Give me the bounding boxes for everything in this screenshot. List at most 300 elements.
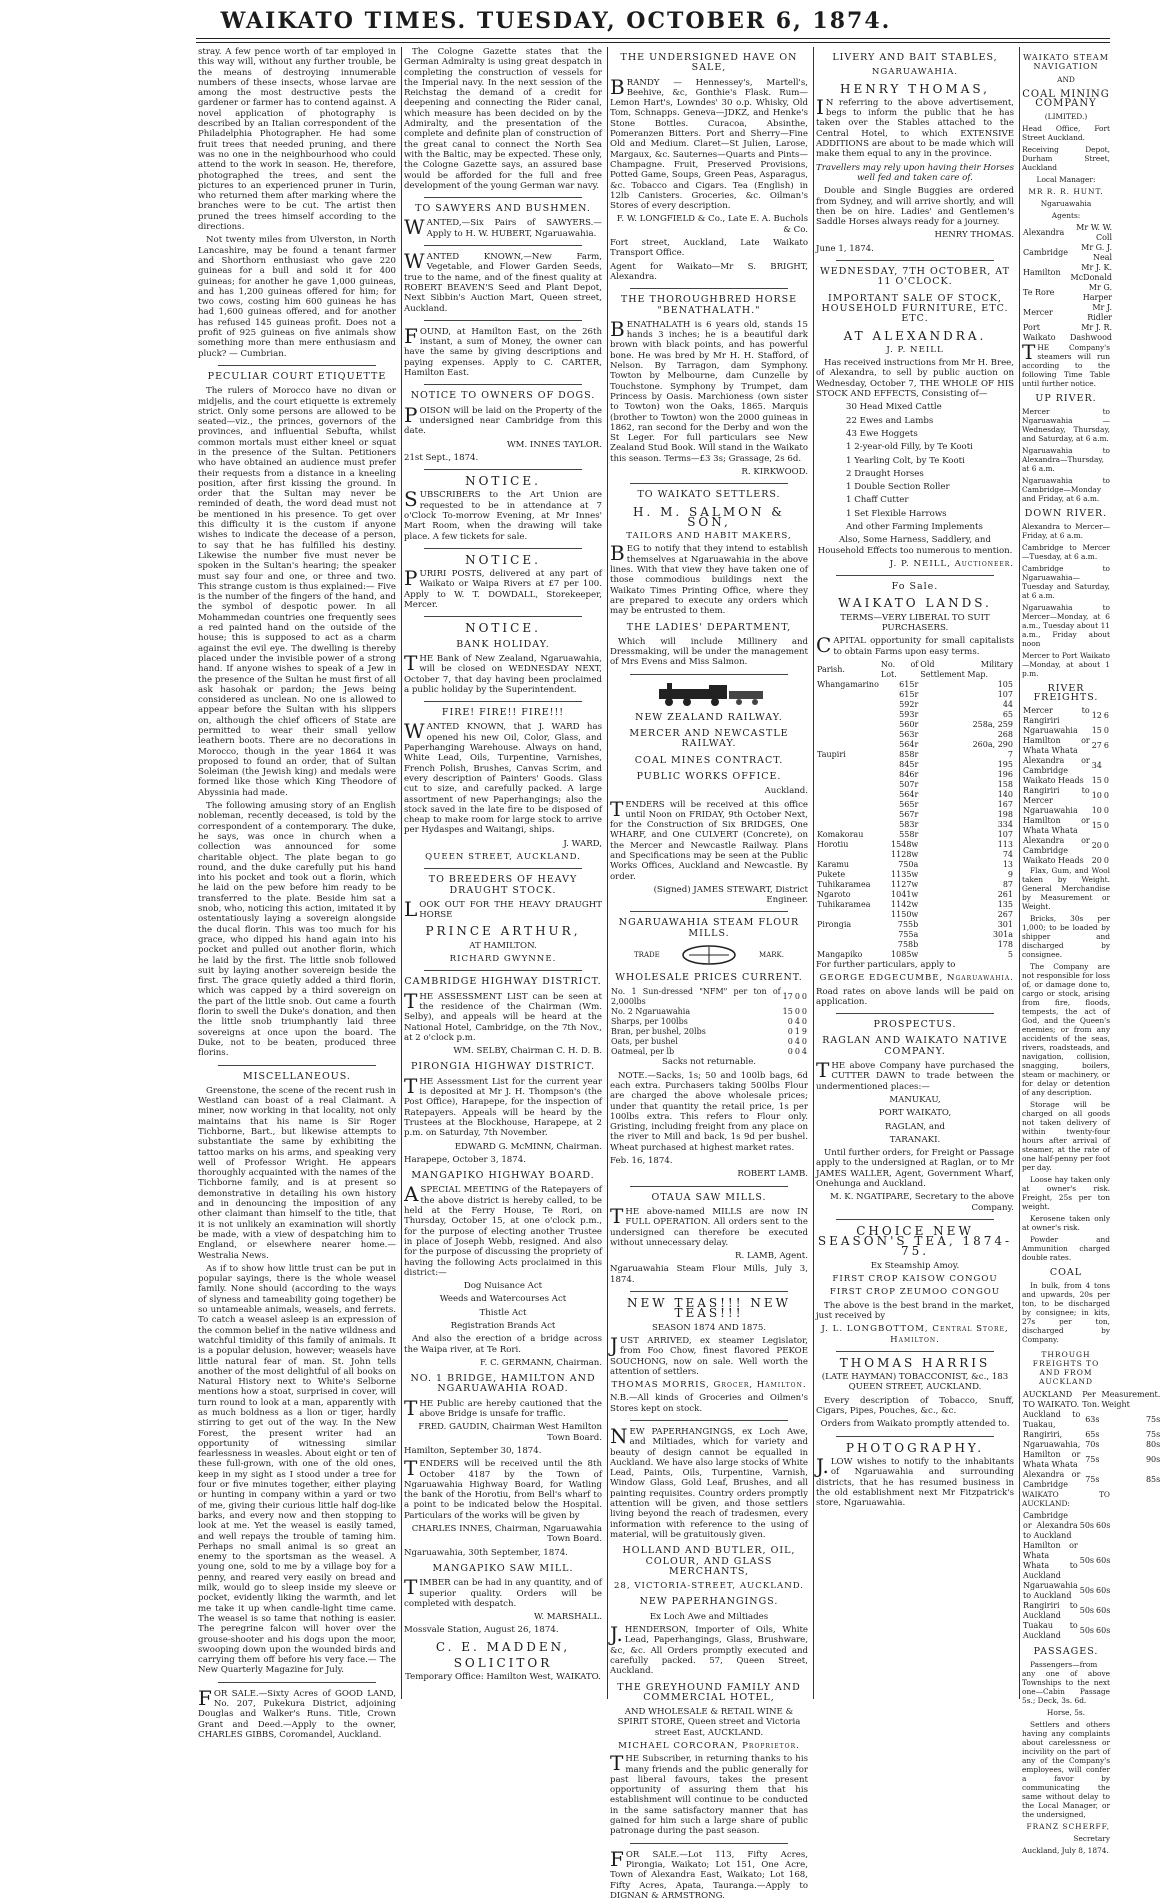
agent-row bbox=[1022, 283, 1113, 303]
land-row-cell bbox=[816, 810, 880, 820]
price-pounds: 17 bbox=[782, 992, 793, 1002]
ad-seeds: WANTED KNOWN,—New Farm, Vegetable, and Flower Garden Seeds, true to the name, and of the finest quality at ROBERT BEAVEN'S Seed and Plant Depot, Next Sibbin's Auction Mart, Queen street, Auckland. bbox=[404, 249, 602, 314]
land-row-cell: 140 bbox=[997, 789, 1013, 799]
ad-salmon: BEG to notify that they intend to establish themselves at Ngaruawahia in the above lines. With that view they have taken one of those commodious buildings next the Waikato Times Printing Office, where they are prepared to execute any orders which may be entrusted to them. bbox=[610, 541, 808, 617]
separator bbox=[836, 1219, 994, 1220]
land-row bbox=[816, 940, 1014, 950]
price-pence: 0 bbox=[801, 1037, 807, 1047]
freight-row-cell: 0 bbox=[1103, 841, 1109, 850]
land-row-cell: 1041w bbox=[891, 889, 919, 899]
signature: FRANZ SCHERFF, bbox=[1026, 1822, 1110, 1831]
freight-row-cell bbox=[1103, 756, 1110, 776]
separator bbox=[424, 320, 582, 321]
date-line: Hamilton, September 30, 1874. bbox=[404, 1445, 542, 1456]
ad-greyhound: THE Subscriber, in returning thanks to his many friends and the public generally for past liberal favours, takes the present opportunity of assuring them that his establishment will continue to be conducted in the same satisfactory manner that has gained for him such a large share of public patronage during the past season. bbox=[610, 1751, 808, 1837]
back-row bbox=[1022, 1541, 1111, 1581]
column-rule bbox=[607, 47, 608, 1699]
train-icon bbox=[649, 681, 769, 707]
freight-row bbox=[1022, 806, 1110, 816]
separator bbox=[218, 1682, 376, 1683]
liability-note: The Company are not responsible for loss of, or damage done to, cargo or stock, arising from fire, floods, tempests, the act of God, and the Queen's enemies; or from any accidents of the seas, rivers, roadsteads, and navigation, collision, snagging, boilers, steam or machinery, or for delay or detention of any description. bbox=[1022, 962, 1110, 1097]
separator bbox=[836, 260, 994, 261]
land-row-cell: 1150w bbox=[891, 909, 919, 919]
back-row-cell: 60s bbox=[1096, 1606, 1111, 1615]
land-row-cell: Karamu bbox=[817, 859, 850, 869]
agent-row bbox=[1022, 243, 1113, 263]
price-shillings: 4 bbox=[794, 1017, 800, 1027]
place-item: RAGLAN, and bbox=[884, 1121, 946, 1132]
stock-item: 2 Draught Horses bbox=[846, 468, 924, 479]
table-row bbox=[610, 1007, 808, 1017]
signature: F. C. GERMANN, Chairman. bbox=[479, 1357, 602, 1368]
land-row-cell: 564r bbox=[899, 739, 919, 749]
freight-row-cell: Ngaruawahia bbox=[1023, 726, 1078, 735]
ad-photography: J.LOW wishes to notify to the inhabitants of Ngaruawahia and surrounding districts, that he has resumed business in the old establishment next Mr Fitzpatrick's store, Ngaruawahia. bbox=[816, 1453, 1014, 1509]
horse-rate: Horse, 5s. bbox=[1046, 1708, 1086, 1717]
heading-mercer-railway: MERCER AND NEWCASTLE RAILWAY. bbox=[629, 728, 789, 750]
column-header-measure: Measurement. Weight bbox=[1101, 1390, 1161, 1409]
back-row-cell: Hamilton or Whata Whata to Auckland bbox=[1023, 1541, 1078, 1580]
back-row bbox=[1022, 1581, 1111, 1601]
separator bbox=[630, 1291, 788, 1292]
land-row-cell: 615r bbox=[899, 679, 919, 689]
land-row bbox=[816, 760, 1014, 770]
agent-row-cell: Port Waikato bbox=[1023, 323, 1056, 342]
land-row-cell: Pukete bbox=[817, 869, 846, 879]
freight-note: Flax, Gum, and Wool taken by Weight. General Merchandise by Measurement or Weight. bbox=[1022, 866, 1110, 911]
freight-row-cell: 15 bbox=[1091, 776, 1102, 785]
ad-railway-tenders: TENDERS will be received at this office until Noon on FRIDAY, 9th October Next, for the Construction of Six BRIDGES, One WHARF, and One CULVERT (Concrete), on the Mercer and Newcastle Railway. Plans and Specifications may be seen at the Public Works Offices, Auckland and Newcastle. By order. bbox=[610, 796, 808, 882]
heading-passages: PASSAGES. bbox=[1033, 1646, 1099, 1657]
separator bbox=[424, 197, 582, 198]
stock-item: 43 Ewe Hoggets bbox=[846, 428, 918, 439]
mark-label: MARK. bbox=[759, 950, 784, 959]
solicitor-name: C. E. MADDEN, bbox=[435, 1639, 571, 1654]
for-sale-label: Fo Sale. bbox=[891, 581, 939, 593]
land-row-cell: 9 bbox=[1007, 869, 1013, 879]
land-row bbox=[816, 790, 1014, 800]
address: QUEEN STREET, AUCKLAND. bbox=[425, 852, 581, 862]
ad-ladies: Which will include Millinery and Dressmaking, will be under the management of Mrs Evens and Miss Salmon. bbox=[610, 636, 808, 668]
column-header-parish: Parish. bbox=[817, 664, 845, 674]
land-row-cell: Tuhikaramea bbox=[817, 879, 871, 889]
ad-cambridge-highway: THE ASSESSMENT LIST can be seen at the residence of the Chairman (Wm. Selby), and appeals will be heard at the National Hotel, Cambridge, on the 7th Nov., at 2 o'clock p.m. bbox=[404, 988, 602, 1043]
address: Fort street, Auckland, Late Waikato Transport Office. bbox=[610, 238, 808, 259]
back-row bbox=[1022, 1601, 1111, 1621]
price-shillings: 0 bbox=[794, 1007, 800, 1017]
through-row-cell: Alexandra or Cambridge bbox=[1023, 1470, 1081, 1489]
freight-row bbox=[1022, 836, 1110, 856]
tea-crop: FIRST CROP KAISOW CONGOU bbox=[832, 1274, 998, 1285]
stock-item: 1 Yearling Colt, by Te Kooti bbox=[846, 455, 965, 466]
ad-tea: The above is the best brand in the market, just received by bbox=[816, 1300, 1014, 1321]
land-row-cell: 755b bbox=[897, 919, 919, 929]
ad-for-sale-lots: FOR SALE.—Lot 113, Fifty Acres, Pirongia, Waikato; Lot 151, One Acre, Town of Alexandra East, Waikato; Lot 168, Fifty Acres, Apata, Tauranga.—Apply to DIGNAN & ARMSTRONG. bbox=[610, 1846, 808, 1901]
at-alexandra: AT ALEXANDRA. bbox=[843, 328, 987, 343]
land-row-cell: 1142w bbox=[891, 899, 919, 909]
land-row-cell: 1128w bbox=[891, 849, 919, 859]
land-row-cell: 558r bbox=[899, 829, 919, 839]
land-row-cell bbox=[816, 910, 880, 920]
land-row bbox=[816, 780, 1014, 790]
agent-row-cell: Mercer bbox=[1023, 308, 1053, 317]
powder-note: Powder and Ammunition charged double rates. bbox=[1022, 1235, 1110, 1262]
separator bbox=[836, 1351, 994, 1352]
land-row-cell bbox=[816, 850, 880, 860]
signature: W. MARSHALL. bbox=[533, 1612, 602, 1623]
article-weasels: As if to show how little trust can be put in popular sayings, there is the whole weasel family. None should (according to the ways of slyness and tameability going together) be so untameable animals, weasels, and ferrets. To catch a weasel asleep is an expression of the common belief in the native wildness and watchful timidity of this family of animals. It is a popular delusion, however; weasels have little natural fear of man. St. John tells another of the most delightful of all books on Natural History next to White's Selborne mentions how a stoat, surprised in cover, will turn round to look at a man, apparently with as much boldness as a lion or tiger, hardly stirring to get out of the way. In the New Forest, the present writer had an opportunity of witnessing similar fearlessness in weasles. About eight or ten of these full-grown, with one of the old ones, keep in my sight as I stood under a tree for four or five minutes together, either playing or hunting in company within a yard or two of me, giving their curious little half dog-like barks, and every now and then stopping to look at me. Yet the weasel is easily tamed, and well repays the trouble of taming him. Perhaps no small animal is so great an enemy to the sportsman as the weasel. A young one, sold to me by a village boy for a penny, and reared very easily on bread and milk, would go to sleep inside my sleeve or pocket, evidently liking the warmth, and let me take it up when candle-light time came. The weasel is so tame that nothing is easier. The peregrine falcon will hover over the grouse-shooter and his dogs upon the moor, swooping down upon the wounded birds and carrying them off before his very face.— The New Quarterly Magazine for July. bbox=[198, 1263, 396, 1676]
land-row-cell: 178 bbox=[997, 939, 1013, 949]
land-row-cell: 615r bbox=[899, 689, 919, 699]
land-row-cell: 44 bbox=[1002, 699, 1013, 709]
location: AT HAMILTON. bbox=[469, 940, 537, 951]
land-row bbox=[816, 900, 1014, 910]
heading-notice: NOTICE. bbox=[465, 474, 541, 489]
also-note: Also, Some Harness, Saddlery, and Household Effects too numerous to mention. bbox=[817, 535, 1013, 556]
agent-row-cell: Mr J. Ridler bbox=[1087, 303, 1113, 322]
column-header-lot: No. of Lot. bbox=[880, 659, 919, 679]
date-line: Ngaruawahia Steam Flour Mills, July 3, 1874. bbox=[610, 1264, 808, 1285]
heading-settlers: TO WAIKATO SETTLERS. bbox=[637, 489, 781, 501]
land-row-cell: 845r bbox=[899, 759, 919, 769]
address: 28, VICTORIA-STREET, AUCKLAND. bbox=[613, 1581, 805, 1592]
locomotive-illustration bbox=[649, 681, 769, 707]
separator bbox=[424, 548, 582, 549]
land-row bbox=[816, 930, 1014, 940]
freight-row bbox=[1022, 726, 1110, 736]
freights-table bbox=[1022, 706, 1110, 866]
land-row-cell: 858r bbox=[899, 749, 919, 759]
through-row-cell: 70s bbox=[1085, 1440, 1100, 1449]
agent-row-cell: Mr J. K. McDonald bbox=[1070, 263, 1113, 282]
heading-on-sale: THE UNDERSIGNED HAVE ON SALE, bbox=[620, 52, 798, 74]
holland-butler: HOLLAND AND BUTLER, OIL, COLOUR, AND GLASS MERCHANTS, bbox=[622, 1545, 796, 1577]
separator bbox=[630, 288, 788, 289]
land-row bbox=[816, 830, 1014, 840]
land-row-cell: 198 bbox=[997, 809, 1013, 819]
land-row-cell: 268 bbox=[997, 729, 1013, 739]
livery-place: NGARUAWAHIA. bbox=[871, 67, 959, 78]
ad-lands: CAPITAL opportunity for small capitalists to obtain Farms upon easy terms. bbox=[816, 633, 1014, 658]
ad-auction: Has received instructions from Mr H. Bree, of Alexandra, to sell by public auction on Wednesday, October 7, THE WHOLE OF HIS STOCK AND EFFECTS, Consisting of— bbox=[816, 358, 1014, 400]
freight-row-cell: 15 bbox=[1091, 821, 1102, 830]
separator bbox=[218, 365, 376, 366]
auctioneer: J. P. NEILL bbox=[886, 344, 944, 355]
back-row-cell: 50s bbox=[1079, 1556, 1095, 1565]
separator bbox=[630, 674, 788, 675]
masthead-rule-top bbox=[196, 38, 1110, 39]
price-shillings: 0 bbox=[794, 992, 800, 1002]
land-row bbox=[816, 810, 1014, 820]
land-row-cell: 195 bbox=[997, 759, 1013, 769]
office-address: Temporary Office: Hamilton West, WAIKATO. bbox=[405, 1672, 601, 1683]
freight-row-cell: 27 bbox=[1091, 741, 1102, 750]
signature: THOMAS MORRIS, Grocer, Hamilton. bbox=[611, 1380, 807, 1391]
article-etiquette: The rulers of Morocco have no divan or midjelis, and the court etiquette is extremely strict. Only some persons are allowed to be seated—viz., the princes, governors of the provinces, and influential Sebufta, whilst common mortals must either kneel or squat in the presence of the Sultan. Petitioners who have obtained an audience must prefer their requests from a distance in a kneeling position, after first kissing the ground. In order that the Sultan may never be reminded of death, the word dead must not be mentioned in his presence. To get over this difficulty it is the custom if anyone wishes to indicate the decease of a person, to say that he has fulfilled his destiny. Likewise the number five must never be spoken in the Sultan's hearing; the speaker must say four and one, or three and two. This strange custom is thus explained:— Five is the number of the fingers of the hand, and the symbol of despotic power. In all Mohammedan countries one frequently sees a red painted hand on the outside of the house; this is supposed to act as a charm against the evil eye. The dwelling is thereby placed under the invisible power of a strong hand. If anyone wishes to speak of a Jew in the presence of the Sultan he must first of all ask hasohak or pardon; the Jews being considered as unclean. No one is allowed to appear before the Sultan with his slippers on, although the chief officers of State are permitted to wear their small yellow leathern boots. There are no decorations in Morocco, though in the year 1864 it was proposed to found an order, that of Sultan Soleiman (the Jewish king) and medals were formed like those which King Theodore of Abyssinia had made. bbox=[198, 386, 396, 798]
land-row-cell: 334 bbox=[997, 819, 1013, 829]
agent-row-cell: Mr G. Harper bbox=[1082, 283, 1113, 302]
ad-bridge: THE Public are hereby cautioned that the above Bridge is unsafe for traffic. bbox=[404, 1395, 602, 1420]
land-row bbox=[816, 910, 1014, 920]
land-row-cell: 135 bbox=[997, 899, 1013, 909]
heading-coal-mining: COAL MINING COMPANY bbox=[1022, 89, 1110, 109]
ad-raglan-freight: Until further orders, for Freight or Passage apply to the undersigned at Raglan, or to Mr JAMES WALLER, Agent, Government Wharf, Onehunga and Auckland. bbox=[816, 1148, 1014, 1189]
road-rates: Road rates on above lands will be paid on application. bbox=[816, 986, 1014, 1007]
ad-draught-horse: LOOK OUT FOR THE HEAVY DRAUGHT HORSE bbox=[404, 896, 602, 921]
agent-row bbox=[1022, 323, 1113, 343]
further-particulars: For further particulars, apply to bbox=[816, 959, 956, 970]
through-row-cell: 63s bbox=[1085, 1415, 1100, 1424]
land-row-cell: 846r bbox=[899, 769, 919, 779]
table-header bbox=[816, 660, 1014, 680]
back-row bbox=[1022, 1511, 1111, 1541]
back-row-cell: 50s bbox=[1079, 1586, 1095, 1595]
greyhound-sub: AND WHOLESALE & RETAIL WINE & SPIRIT STORE, Queen street and Victoria street East, AUCKLAND. bbox=[617, 1707, 801, 1738]
signature: EDWARD G. McMINN, Chairman. bbox=[454, 1141, 602, 1152]
act-item: Dog Nuisance Act bbox=[463, 1281, 543, 1292]
trademark-emblem-icon bbox=[679, 944, 739, 966]
land-row-cell: 113 bbox=[997, 839, 1013, 849]
and-label: AND bbox=[1057, 75, 1075, 84]
price-pounds: 0 bbox=[787, 1027, 793, 1037]
land-row-cell: Whangamarino bbox=[817, 679, 879, 689]
back-row-cell: 60s bbox=[1096, 1626, 1111, 1635]
terms: TERMS—VERY LIBERAL TO SUIT PURCHASERS. bbox=[840, 612, 990, 634]
land-row-cell: 260a, 290 bbox=[972, 739, 1013, 749]
land-row-cell: Taupiri bbox=[817, 749, 846, 759]
freight-row-cell: Waikato Heads bbox=[1023, 856, 1084, 865]
land-row-cell: 258a, 259 bbox=[972, 719, 1013, 729]
land-row-cell: Ngaroto bbox=[817, 889, 851, 899]
heading-prices: WHOLESALE PRICES CURRENT. bbox=[615, 972, 803, 984]
article-cologne: The Cologne Gazette states that the German Admiralty is using great despatch in completing the construction of vessels for the Imperial navy. In the next session of the Reichstag the demand of a credit for deepening and connecting the Rider canal, which measure has been decided on by the Admiralty, and the presentation of the complete and definite plan of construction of the great canal to connect the North Sea with the Baltic, may be expected. These only, the Cologne Gazette says, an assured base would be afforded for the full and free development of the young German war navy. bbox=[404, 47, 602, 191]
through-row-cell: Rangiriri, bbox=[1023, 1430, 1063, 1439]
back-row-cell: Ngaruawahia to Auckland bbox=[1023, 1581, 1078, 1600]
price-pence: 0 bbox=[801, 1017, 807, 1027]
henry-thomas: HENRY THOMAS, bbox=[840, 81, 990, 96]
ad-otaua: THE above-named MILLS are now IN FULL OPERATION. All orders sent to the undersigned can therefore be executed without unnecessary delay. bbox=[610, 1203, 808, 1248]
secretary-label: Secretary bbox=[1073, 1834, 1110, 1843]
separator bbox=[836, 575, 994, 576]
heading-bank-holiday: BANK HOLIDAY. bbox=[456, 638, 550, 650]
land-row bbox=[816, 710, 1014, 720]
land-row-cell bbox=[816, 690, 880, 700]
heading-coal: COAL bbox=[1049, 1267, 1083, 1278]
schedule-item: Ngaruawahia to Alexandra—Thursday, at 6 a.m. bbox=[1022, 446, 1110, 473]
back-row-cell: 50s bbox=[1079, 1521, 1095, 1530]
solicitor-title: SOLICITOR bbox=[453, 1656, 553, 1670]
freight-row bbox=[1022, 816, 1110, 836]
through-row bbox=[1022, 1470, 1161, 1490]
place-item: TARANAKI. bbox=[889, 1134, 941, 1145]
through-row-cell: 75s bbox=[1085, 1455, 1100, 1464]
stock-item: 22 Ewes and Lambs bbox=[846, 415, 934, 426]
land-row-cell: 105 bbox=[997, 679, 1013, 689]
heading-notice: NOTICE. bbox=[465, 552, 541, 567]
signature: ROBERT LAMB. bbox=[737, 1169, 808, 1180]
price-item: Oats, per bushel bbox=[611, 1037, 678, 1047]
heading-etiquette: PECULIAR COURT ETIQUETTE bbox=[207, 370, 387, 382]
separator bbox=[836, 1013, 994, 1014]
land-row-cell: 196 bbox=[997, 769, 1013, 779]
separator bbox=[424, 701, 582, 702]
ad-spirits: BRANDY — Hennessey's, Martell's, Beehive, &c, Gonthie's Flask. Rum—Lemon Hart's, Lowndes' 30 o.p. Whisky, Old Tom, Schnapps. Geneva—JDKZ, and Henke's Stone Bottles. Curacoa, Absinthe, Pomeranzen Bitters. Port and Sherry—Fine Old and Medium. Claret—St Julien, Larose, Margaux, &c. Sauternes—Quarts and Pints—Champagne. Fruit, Preserved Provisions, Potted Game, Soups, Green Peas, Asparagus, &c. Tobacco and Cigars. Tea (English) in 12lb Canisters. Groceries, &c. Oilman's Stores of every description. bbox=[610, 74, 808, 212]
land-row-cell bbox=[816, 780, 880, 790]
back-row bbox=[1022, 1621, 1111, 1641]
land-row-cell: 1135w bbox=[891, 869, 919, 879]
land-row bbox=[816, 800, 1014, 810]
land-row-cell bbox=[816, 740, 880, 750]
freight-row-cell: 12 bbox=[1091, 711, 1102, 720]
agents-label: Agents: bbox=[1051, 211, 1081, 220]
land-row bbox=[816, 730, 1014, 740]
to-auckland-label: WAIKATO TO AUCKLAND: bbox=[1022, 1490, 1110, 1508]
table-row bbox=[610, 1047, 808, 1057]
salmon-name: H. M. SALMON & SON, bbox=[633, 504, 785, 529]
harris-address: (LATE HAYMAN) TOBACCONIST, &c., 183 QUEEN STREET, AUCKLAND. bbox=[821, 1372, 1009, 1393]
proprietor: MICHAEL CORCORAN, Proprietor. bbox=[618, 1741, 800, 1751]
article-claimant: Greenstone, the scene of the recent rush in Westland can boast of a real Claimant. A miner, now working in that locality, not only maintains that his name is Sir Roger Tichborne, Bart., but likewise attempts to substantiate the same by exhibiting the tattoo marks on his arms, and speaking very well of Professor Wright. He appears thoroughly acquainted with the names of the Tichborne family, and is at present so demonstrative in detailing his own history and in denouncing the imposition of any other claimant than himself to the title, that it is not unlikely an examination will shortly be made, with a view of despatching him to England, or elsewhere nearer home.— Westralia News. bbox=[198, 1085, 396, 1261]
land-row-cell: 593r bbox=[899, 709, 919, 719]
agent-row-cell: Alexandra bbox=[1023, 228, 1065, 237]
ad-flour-note: NOTE.—Sacks, 1s; 50 and 100lb bags, 6d each extra. Purchasers taking 500lbs Flour are charged the above wholesale prices; under that quantity the retail price, 1s per 100lbs extra. This refers to Flour only. Gristing, including freight from any place on the river to Mill and back, 1s 9d per bushel. Wheat purchased at highest market rates. bbox=[610, 1070, 808, 1153]
land-row-cell bbox=[816, 820, 880, 830]
land-row-cell: 107 bbox=[997, 829, 1013, 839]
land-row-cell: 167 bbox=[997, 799, 1013, 809]
land-row-cell: 5 bbox=[1007, 949, 1013, 959]
freight-row-cell: Alexandra or Cambridge bbox=[1023, 836, 1090, 855]
separator bbox=[630, 1843, 788, 1844]
separator bbox=[630, 1186, 788, 1187]
land-row-cell: 301 bbox=[997, 919, 1013, 929]
heading-prospectus: PROSPECTUS. bbox=[873, 1019, 957, 1031]
through-row-cell: 80s bbox=[1145, 1440, 1161, 1449]
heading-fire: FIRE! FIRE!! FIRE!!! bbox=[441, 707, 565, 719]
price-pence: 0 bbox=[801, 992, 807, 1002]
heading-through-freights: THROUGH FREIGHTS TO AND FROM AUCKLAND bbox=[1032, 1350, 1100, 1386]
ad-raglan: THE above Company have purchased the CUTTER DAWN to trade between the undermentioned places:— bbox=[816, 1058, 1014, 1092]
table-row bbox=[610, 1017, 808, 1027]
signature: CHARLES INNES, Chairman, Ngaruawahia Town Board. bbox=[411, 1524, 602, 1545]
coal-note: In bulk, from 4 tons and upwards, 20s per ton, to be discharged by consignee; in kits, 27s per ton, discharged by Company. bbox=[1022, 1281, 1110, 1344]
ad-saw-mill: TIMBER can be had in any quantity, and of superior quality. Orders will be completed with despatch. bbox=[404, 1575, 602, 1609]
land-row-cell bbox=[816, 940, 880, 950]
freight-row-cell: 10 bbox=[1091, 791, 1102, 800]
horse-name: PRINCE ARTHUR, bbox=[425, 924, 581, 939]
land-row bbox=[816, 840, 1014, 850]
schedule-item: Cambridge to Mercer—Tuesday, at 6 a.m. bbox=[1022, 543, 1110, 561]
freight-row-cell: Hamilton or Whata Whata bbox=[1023, 736, 1090, 755]
land-row-cell: 65 bbox=[1002, 709, 1013, 719]
date-line: Feb. 16, 1874. bbox=[610, 1156, 673, 1167]
land-row-cell: Tuhikaramea bbox=[817, 899, 871, 909]
agent-row-cell: Mr W. W. Coll bbox=[1076, 223, 1113, 242]
freight-row-cell: 0 bbox=[1103, 726, 1109, 735]
freight-row-cell: 34 bbox=[1091, 761, 1102, 770]
column-header-map: Old Military Settlement Map. bbox=[920, 659, 1013, 679]
manager-place: Ngaruawahia bbox=[1040, 199, 1092, 208]
agent-row-cell: Hamilton bbox=[1023, 268, 1061, 277]
freight-row bbox=[1022, 756, 1110, 776]
price-pounds: 0 bbox=[787, 1047, 793, 1057]
date-line: Harapepe, October 3, 1874. bbox=[404, 1154, 526, 1165]
date-line: Mossvale Station, August 26, 1874. bbox=[404, 1625, 559, 1636]
freight-row-cell: Rangiriri to Mercer bbox=[1023, 786, 1090, 805]
land-row-cell bbox=[816, 790, 880, 800]
freight-row bbox=[1022, 786, 1110, 806]
land-row-cell: 1548w bbox=[891, 839, 919, 849]
agent-row-cell: Te Rore bbox=[1023, 288, 1055, 297]
freight-row bbox=[1022, 776, 1110, 786]
heading-ladies: THE LADIES' DEPARTMENT, bbox=[626, 621, 792, 633]
heading-waikato-lands: WAIKATO LANDS. bbox=[838, 596, 992, 611]
through-row-cell: 75s bbox=[1145, 1430, 1161, 1439]
land-row bbox=[816, 950, 1014, 960]
masthead-rule-bottom bbox=[196, 42, 1110, 43]
ad-found: FOUND, at Hamilton East, on the 26th instant, a sum of Money, the owner can have the same by giving descriptions and paying expenses. Apply to C. CARTER, Hamilton East. bbox=[404, 323, 602, 379]
land-row-cell: 565r bbox=[899, 799, 919, 809]
heading-up-river: UP RIVER. bbox=[1035, 393, 1097, 404]
land-row-cell bbox=[816, 800, 880, 810]
land-row-cell: 1085w bbox=[891, 949, 919, 959]
freight-row-cell: 20 bbox=[1091, 856, 1102, 865]
agent-row-cell: Mr J. R. Dashwood bbox=[1069, 323, 1113, 342]
separator bbox=[424, 469, 582, 470]
price-item: No. 1 Sun-dressed "NFM" per ton of 2,000lbs bbox=[611, 987, 781, 1007]
heading-sawyers: TO SAWYERS AND BUSHMEN. bbox=[415, 203, 591, 215]
price-shillings: 4 bbox=[794, 1037, 800, 1047]
ad-dogs: POISON will be laid on the Property of the undersigned near Cambridge from this date. bbox=[404, 402, 602, 437]
back-row-cell: Cambridge or Alexandra to Auckland bbox=[1023, 1511, 1078, 1540]
limited-label: (LIMITED.) bbox=[1044, 112, 1088, 121]
land-row-cell: 13 bbox=[1002, 859, 1013, 869]
harris-orders: Orders from Waikato promptly attended to. bbox=[820, 1419, 1010, 1430]
column-rule bbox=[813, 47, 814, 1699]
table-row bbox=[610, 1027, 808, 1037]
freight-row-cell: Waikato Heads bbox=[1023, 776, 1084, 785]
through-row bbox=[1022, 1440, 1161, 1450]
price-shillings: 1 bbox=[794, 1027, 800, 1037]
column-5 bbox=[1022, 47, 1161, 1855]
signature: FRED. GAUDIN, Chairman West Hamilton Town Board. bbox=[418, 1422, 602, 1443]
signature: RICHARD GWYNNE. bbox=[449, 954, 557, 965]
land-row bbox=[816, 720, 1014, 730]
land-row-cell: Komakorau bbox=[817, 829, 864, 839]
lands-table bbox=[816, 660, 1014, 960]
price-pounds: 0 bbox=[787, 1017, 793, 1027]
heading-paperhangings: NEW PAPERHANGINGS. bbox=[639, 1596, 779, 1608]
land-row-cell: 758b bbox=[897, 939, 919, 949]
sacks-note: Sacks not returnable. bbox=[661, 1057, 757, 1068]
through-row-cell: 85s bbox=[1145, 1475, 1161, 1484]
land-row bbox=[816, 820, 1014, 830]
tea-season: SEASON 1874 AND 1875. bbox=[651, 1322, 767, 1333]
signature: (Signed) JAMES STEWART, District Engineer. bbox=[653, 884, 808, 906]
column-header-per-ton: Per Ton. bbox=[1082, 1390, 1100, 1409]
back-row-cell: 50s bbox=[1079, 1626, 1095, 1635]
column-2 bbox=[404, 47, 602, 1699]
price-pence: 9 bbox=[801, 1027, 807, 1037]
land-row bbox=[816, 870, 1014, 880]
separator bbox=[630, 911, 788, 912]
land-row-cell: 74 bbox=[1002, 849, 1013, 859]
heading-coal-contract: COAL MINES CONTRACT. bbox=[634, 754, 784, 766]
land-row bbox=[816, 860, 1014, 870]
back-table bbox=[1022, 1511, 1111, 1641]
land-row bbox=[816, 740, 1014, 750]
date-line: 21st Sept., 1874. bbox=[404, 452, 479, 463]
agent: Agent for Waikato—Mr S. BRIGHT, Alexandra. bbox=[610, 261, 808, 282]
